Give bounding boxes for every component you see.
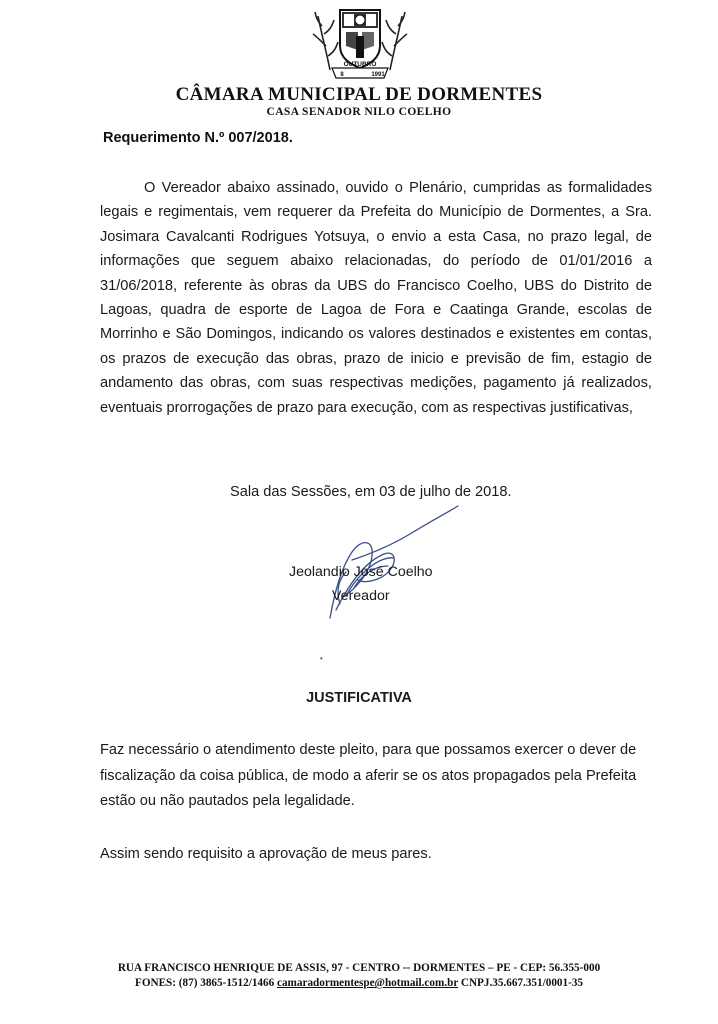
stray-mark: • (320, 654, 323, 663)
closing-statement: Assim sendo requisito a aprovação de meus pares. (100, 846, 432, 862)
footer-cnpj: CNPJ.35.667.351/0001-35 (460, 977, 584, 989)
justification-text: Faz necessário o atendimento deste pleito, para que possamos exercer o dever de fiscalização da coisa pública, de modo a aferir se os atos propagados pela Prefeita estão ou não pautados pela legalidade. (100, 742, 637, 809)
footer-address: RUA FRANCISCO HENRIQUE DE ASSIS, 97 - CENTRO -- DORMENTES – PE - CEP: 56.355-000 (117, 962, 601, 974)
footer-phones: FONES: (87) 3865-1512/1466 (134, 977, 275, 989)
footer-email-link[interactable]: camaradormentespe@hotmail.com.br (277, 977, 459, 989)
signer-name: Jeolandio José Coelho (289, 564, 433, 580)
svg-text:1991: 1991 (371, 72, 385, 78)
coat-of-arms-icon (312, 6, 408, 84)
footer-contact (0, 977, 718, 989)
svg-text:OUTUBRO: OUTUBRO (343, 61, 377, 68)
svg-text:8: 8 (340, 72, 344, 78)
signer-role: Vereador (332, 588, 390, 604)
organization-subtitle: CASA SENADOR NILO COELHO (266, 106, 452, 118)
organization-name: CÂMARA MUNICIPAL DE DORMENTES (175, 84, 543, 105)
session-date: Sala das Sessões, em 03 de julho de 2018. (230, 484, 512, 500)
justification-title: JUSTIFICATIVA (306, 690, 412, 706)
document-title: Requerimento N.º 007/2018. (103, 130, 293, 146)
request-body: O Vereador abaixo assinado, ouvido o Plenário, cumpridas as formalidades legais e regimentais, vem requerer da Prefeita do Município de Dormentes, a Sra. Josimara Cavalcanti Rodrigues Yotsuya, o envio a esta Casa, no prazo legal, de informações que seguem abaixo relacionadas, do período de 01/01/2016 a 31/06/2018, referente às obras da UBS do Francisco Coelho, UBS do Distrito de Lagoas, quadra de esporte de Lagoa de Fora e Caatinga Grande, escolas de Morrinho e São Domingos, indicando os valores destinados e existentes em contas, os prazos de execução das obras, prazo de inicio e previsão de fim, estagio de andamento das obras, com suas respectivas medições, pagamento já realizados, eventuais prorrogações de prazo para execução, com as respectivas justificativas, (100, 180, 652, 416)
